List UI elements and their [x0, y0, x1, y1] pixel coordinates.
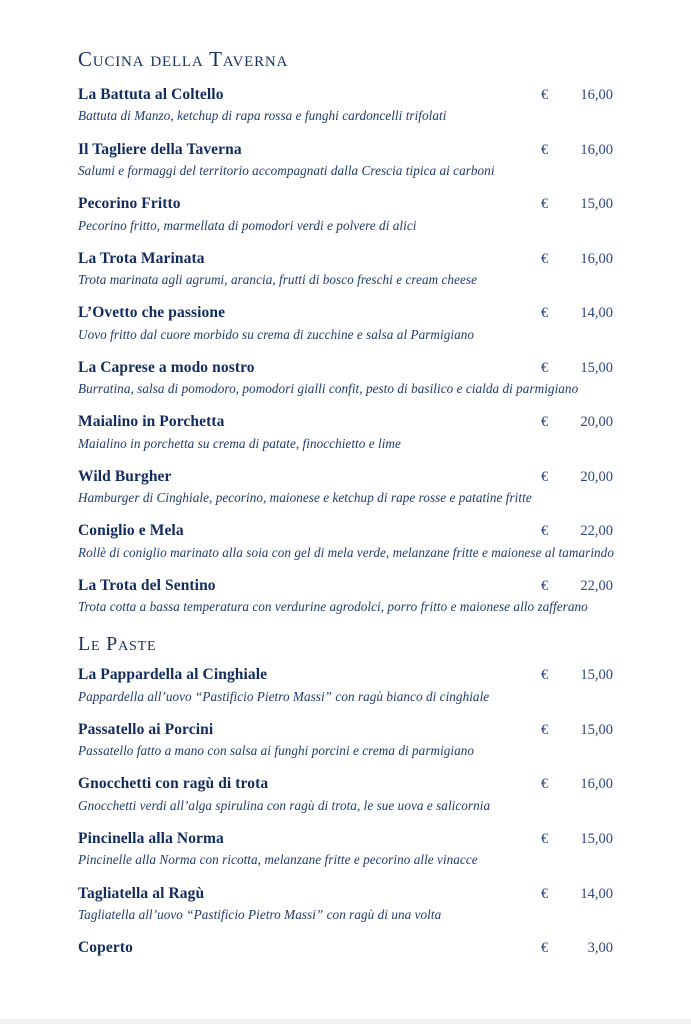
menu-item: [78, 665, 613, 705]
menu-item-name: La Trota del Sentino: [78, 576, 216, 594]
price-amount: 16,00: [580, 141, 613, 158]
price-amount: 22,00: [580, 523, 613, 540]
menu-item: [78, 467, 613, 507]
menu-item-description: Trota marinata agli agrumi, arancia, frutti di bosco freschi e cream cheese: [78, 272, 477, 288]
menu-item-price: [541, 776, 613, 793]
menu-item-name: Gnocchetti con ragù di trota: [78, 775, 269, 793]
menu-item-price: [541, 667, 613, 684]
menu-item-description: Passatello fatto a mano con salsa ai funghi porcini e crema di parmigiano: [78, 743, 475, 759]
menu-item: [78, 249, 613, 289]
menu-item-description: Maialino in porchetta su crema di patate, finocchietto e lime: [78, 435, 401, 451]
currency-symbol: €: [541, 721, 549, 738]
menu-item-header: [78, 85, 613, 104]
menu-item-description: Trota cotta a bassa temperatura con verdurine agrodolci, porro fritto e maionese allo zafferano: [78, 599, 588, 615]
price-amount: 15,00: [580, 196, 613, 213]
menu-item-header: [78, 467, 613, 486]
menu-item-description: Tagliatella all’uovo “Pastificio Pietro Massi” con ragù di una volta: [78, 906, 442, 922]
menu-item-name: L’Ovetto che passione: [78, 304, 226, 322]
menu-item: [78, 358, 613, 398]
menu-item-price: [541, 722, 613, 739]
menu-item-description: Salumi e formaggi del territorio accompagnati dalla Crescia tipica ai carboni: [78, 163, 495, 178]
menu-item-price: [541, 831, 613, 848]
menu-item-description: Gnocchetti verdi all’alga spirulina con ragù di trota, le sue uova e salicornia: [78, 797, 491, 813]
currency-symbol: €: [541, 196, 549, 213]
menu-sections: [78, 48, 613, 957]
menu-item-header: [78, 412, 613, 431]
menu-item: [78, 140, 613, 180]
menu-item-description: Pappardella all’uovo “Pastificio Pietro Massi” con ragù bianco di cinghiale: [78, 688, 490, 704]
menu-item-price: [541, 414, 613, 431]
menu-item-description: Uovo fritto dal cuore morbido su crema di zucchine e salsa al Parmigiano: [78, 326, 475, 342]
menu-item: [78, 194, 613, 234]
menu-item-name: Wild Burgher: [78, 467, 172, 485]
menu-item-description: Rollè di coniglio marinato alla soia con gel di mela verde, melanzane fritte e maionese al tamarindo: [78, 544, 614, 560]
currency-symbol: €: [541, 776, 549, 793]
currency-symbol: €: [541, 305, 549, 322]
price-amount: 20,00: [580, 468, 613, 485]
currency-symbol: €: [541, 468, 549, 485]
price-amount: 22,00: [580, 577, 613, 594]
price-amount: 16,00: [580, 250, 613, 267]
menu-item-name: Pecorino Fritto: [78, 195, 181, 213]
menu-item-price: [541, 523, 613, 540]
menu-item-price: [541, 196, 613, 213]
price-amount: 16,00: [580, 87, 613, 104]
price-amount: 15,00: [580, 721, 613, 738]
menu-item: [78, 774, 613, 814]
menu-item: [78, 938, 613, 957]
menu-item-description: Hamburger di Cinghiale, pecorino, maionese e ketchup di rape rosse e patatine fritte: [78, 490, 532, 506]
menu-item: [78, 884, 613, 924]
menu-item-name: La Pappardella al Cinghiale: [78, 666, 268, 684]
menu-item-name: Passatello ai Porcini: [78, 720, 214, 738]
menu-item-name: Pincinella alla Norma: [78, 830, 224, 847]
menu-item-header: [78, 521, 613, 540]
currency-symbol: €: [541, 577, 549, 594]
menu-item-header: [78, 358, 613, 377]
price-amount: 15,00: [580, 359, 613, 376]
currency-symbol: €: [541, 667, 549, 684]
menu-item: [78, 303, 613, 343]
menu-item-price: [541, 142, 613, 159]
menu-item-header: [78, 249, 613, 268]
menu-item-name: La Caprese a modo nostro: [78, 358, 255, 376]
menu-item-header: [78, 140, 613, 159]
price-amount: 14,00: [580, 885, 613, 902]
menu-item-name: La Battuta al Coltello: [78, 86, 224, 104]
menu-item: [78, 720, 613, 760]
currency-symbol: €: [541, 414, 549, 431]
menu-item-name: Il Tagliere della Taverna: [78, 140, 242, 158]
menu-item-header: [78, 665, 613, 684]
menu-item-price: [541, 305, 613, 322]
menu-item-header: [78, 884, 613, 903]
menu-item-description: Pincinelle alla Norma con ricotta, melanzane fritte e pecorino alle vinacce: [78, 852, 478, 868]
menu-item-header: [78, 303, 613, 322]
currency-symbol: €: [541, 940, 549, 957]
price-amount: 15,00: [580, 667, 613, 684]
menu-item-price: [541, 886, 613, 903]
menu-item-price: [541, 87, 613, 104]
menu-item-description: Battuta di Manzo, ketchup di rapa rossa e funghi cardoncelli trifolati: [78, 108, 447, 124]
section-heading: Le Paste: [78, 633, 157, 656]
page-bottom-band: [0, 1019, 691, 1024]
price-amount: 15,00: [580, 831, 613, 847]
menu-item-price: [541, 360, 613, 377]
menu-item-header: [78, 194, 613, 213]
menu-item-price: [541, 578, 613, 595]
menu-item-name: Coniglio e Mela: [78, 522, 184, 540]
menu-item-header: [78, 774, 613, 793]
menu-item: [78, 521, 613, 561]
menu-item-price: [541, 251, 613, 268]
menu-item-price: [541, 940, 613, 957]
price-amount: 20,00: [580, 414, 613, 431]
price-amount: 14,00: [580, 305, 613, 322]
currency-symbol: €: [541, 885, 549, 902]
menu-item: [78, 412, 613, 452]
menu-item-price: [541, 469, 613, 486]
menu-item-name: Maialino in Porchetta: [78, 413, 225, 431]
menu-item-header: [78, 938, 613, 957]
menu-item: [78, 85, 613, 125]
currency-symbol: €: [541, 359, 549, 376]
menu-item-header: [78, 576, 613, 595]
price-amount: 16,00: [580, 776, 613, 793]
currency-symbol: €: [541, 87, 549, 104]
menu-item-header: [78, 829, 613, 848]
menu-item-description: Pecorino fritto, marmellata di pomodori verdi e polvere di alici: [78, 217, 417, 233]
menu-item-name: La Trota Marinata: [78, 249, 205, 267]
currency-symbol: €: [541, 831, 549, 847]
currency-symbol: €: [541, 523, 549, 540]
menu-item: [78, 576, 613, 616]
currency-symbol: €: [541, 141, 549, 158]
price-amount: 3,00: [587, 940, 613, 957]
menu-item: [78, 829, 613, 869]
currency-symbol: €: [541, 250, 549, 267]
menu-item-header: [78, 720, 613, 739]
menu-item-name: Tagliatella al Ragù: [78, 884, 205, 902]
menu-item-description: Burratina, salsa di pomodoro, pomodori gialli confit, pesto di basilico e cialda di parmigiano: [78, 381, 579, 397]
section-heading: Cucina della Taverna: [78, 47, 289, 71]
menu-item-name: Coperto: [78, 939, 133, 957]
